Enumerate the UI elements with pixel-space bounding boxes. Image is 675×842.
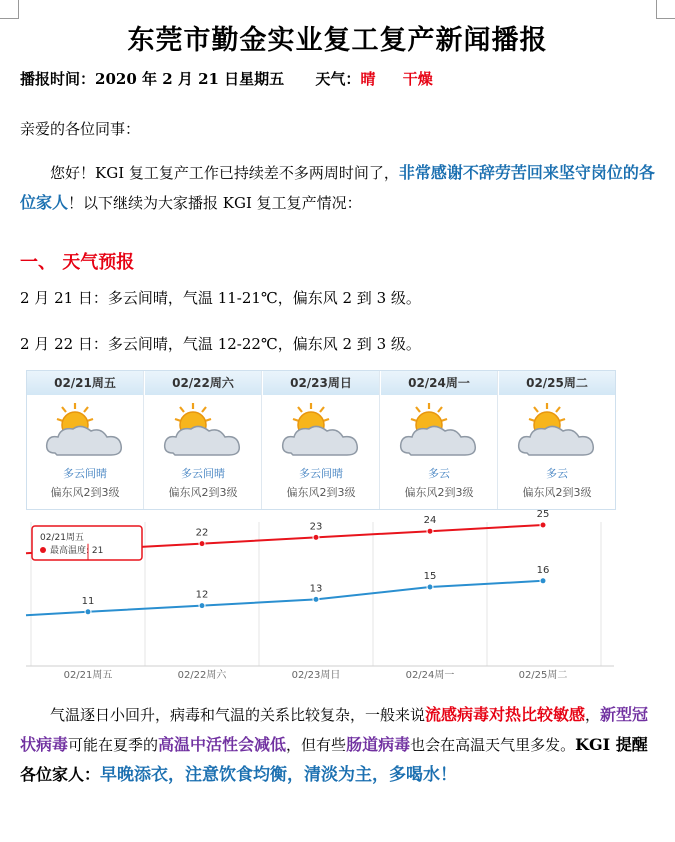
temperature-line-chart: [26, 509, 614, 681]
weather-day-date: 02/22周六: [145, 371, 261, 395]
data-label: 11: [81, 595, 95, 607]
broadcast-date: 2020 年 2 月 21 日星期五: [95, 70, 285, 88]
weather-day-wind: 偏东风2到3级: [286, 486, 356, 499]
page-corner-mark: [656, 0, 675, 19]
closing-highlight-covid: 新型冠状病毒: [20, 705, 649, 754]
data-point: [199, 541, 205, 547]
data-point: [427, 528, 433, 534]
weather-day-wind: 偏东风2到3级: [50, 486, 120, 499]
forecast-line: 2 月 21 日：多云间晴，气温 11-21℃，偏东风 2 到 3 级。: [20, 289, 421, 307]
time-label: 播报时间：: [20, 70, 96, 88]
data-label: 16: [536, 564, 550, 576]
page-corner-mark: [0, 0, 19, 19]
data-point: [540, 578, 546, 584]
weather-day: [499, 371, 615, 509]
data-point: [313, 534, 319, 540]
data-label: 13: [309, 583, 323, 595]
closing-reminder-label: KGI 提醒各位家人：: [20, 735, 648, 784]
weather-day: [381, 371, 498, 509]
weather-day-condition: 多云间晴: [181, 467, 225, 480]
data-label: 12: [195, 589, 209, 601]
page-title: 东莞市勤金实业复工复产新闻播报: [127, 25, 548, 56]
weather-day-condition: 多云: [546, 467, 568, 480]
x-tick-label: 02/21周五: [63, 670, 113, 681]
partly-cloudy-icon: [41, 399, 129, 461]
data-point: [427, 584, 433, 590]
data-label: 25: [536, 509, 550, 520]
weather-day: [145, 371, 262, 509]
partly-cloudy-icon: [277, 399, 365, 461]
closing-text: ，但有些: [286, 736, 347, 754]
weather-day: [263, 371, 380, 509]
tooltip-marker: [40, 547, 46, 553]
partly-cloudy-icon: [513, 399, 601, 461]
data-point: [313, 596, 319, 602]
x-tick-label: 02/23周日: [291, 670, 341, 681]
broadcast-line: [20, 68, 433, 89]
weather-value-2: 干燥: [402, 70, 433, 88]
weather-value-1: 晴: [360, 70, 376, 88]
closing-paragraph: [20, 700, 656, 790]
weather-day-condition: 多云间晴: [63, 467, 107, 480]
closing-text: 气温逐日小回升，病毒和气温的关系比较复杂，一般来说: [50, 706, 426, 724]
section-title: 一、 天气预报: [20, 252, 135, 273]
intro-paragraph: [20, 158, 656, 218]
closing-highlight-heat: 高温中活性会减低: [158, 735, 287, 754]
intro-text-end: ！以下继续为大家播报 KGI 复工复产情况：: [68, 194, 362, 212]
data-point: [199, 603, 205, 609]
tooltip-title: 02/21周五: [40, 533, 84, 543]
x-tick-label: 02/22周六: [177, 670, 227, 681]
intro-highlight: 非常感谢不辞劳苦回来坚守岗位的各位家人: [20, 163, 655, 212]
weather-day-date: 02/21周五: [27, 371, 143, 395]
data-label: 22: [195, 527, 209, 539]
partly-cloudy-icon: [395, 399, 483, 461]
data-label: 23: [309, 521, 323, 533]
weather-label: 天气：: [315, 70, 361, 88]
closing-text: ，: [585, 706, 601, 724]
data-point: [85, 609, 91, 615]
tooltip-label: 最高温度: 21: [50, 546, 104, 556]
partly-cloudy-icon: [159, 399, 247, 461]
weather-day: [27, 371, 144, 509]
x-tick-label: 02/24周一: [405, 670, 455, 681]
closing-reminder: 早晚添衣，注意饮食均衡，清淡为主，多喝水！: [100, 765, 458, 785]
weather-day-wind: 偏东风2到3级: [522, 486, 592, 499]
greeting: 亲爱的各位同事：: [20, 120, 141, 138]
data-label: 24: [423, 515, 437, 527]
closing-highlight-flu: 流感病毒对热比较敏感: [425, 705, 586, 724]
data-point: [540, 522, 546, 528]
weather-day-wind: 偏东风2到3级: [404, 486, 474, 499]
closing-highlight-gut: 肠道病毒: [346, 735, 411, 754]
weather-day-condition: 多云间晴: [299, 467, 343, 480]
forecast-line: 2 月 22 日：多云间晴，气温 12-22℃，偏东风 2 到 3 级。: [20, 335, 421, 353]
closing-text: 可能在夏季的: [68, 736, 159, 754]
series-line-low: [26, 581, 543, 615]
weather-day-date: 02/23周日: [263, 371, 379, 395]
intro-text: 您好！KGI 复工复产工作已持续差不多两周时间了，: [50, 164, 399, 182]
data-label: 15: [423, 571, 437, 582]
x-tick-label: 02/25周二: [518, 670, 568, 681]
weather-day-wind: 偏东风2到3级: [168, 486, 238, 499]
weather-day-date: 02/25周二: [499, 371, 615, 395]
weather-day-date: 02/24周一: [381, 371, 497, 395]
closing-text: 也会在高温天气里多发。: [410, 736, 576, 754]
weather-forecast-widget: [26, 370, 616, 510]
weather-day-condition: 多云: [428, 467, 450, 480]
